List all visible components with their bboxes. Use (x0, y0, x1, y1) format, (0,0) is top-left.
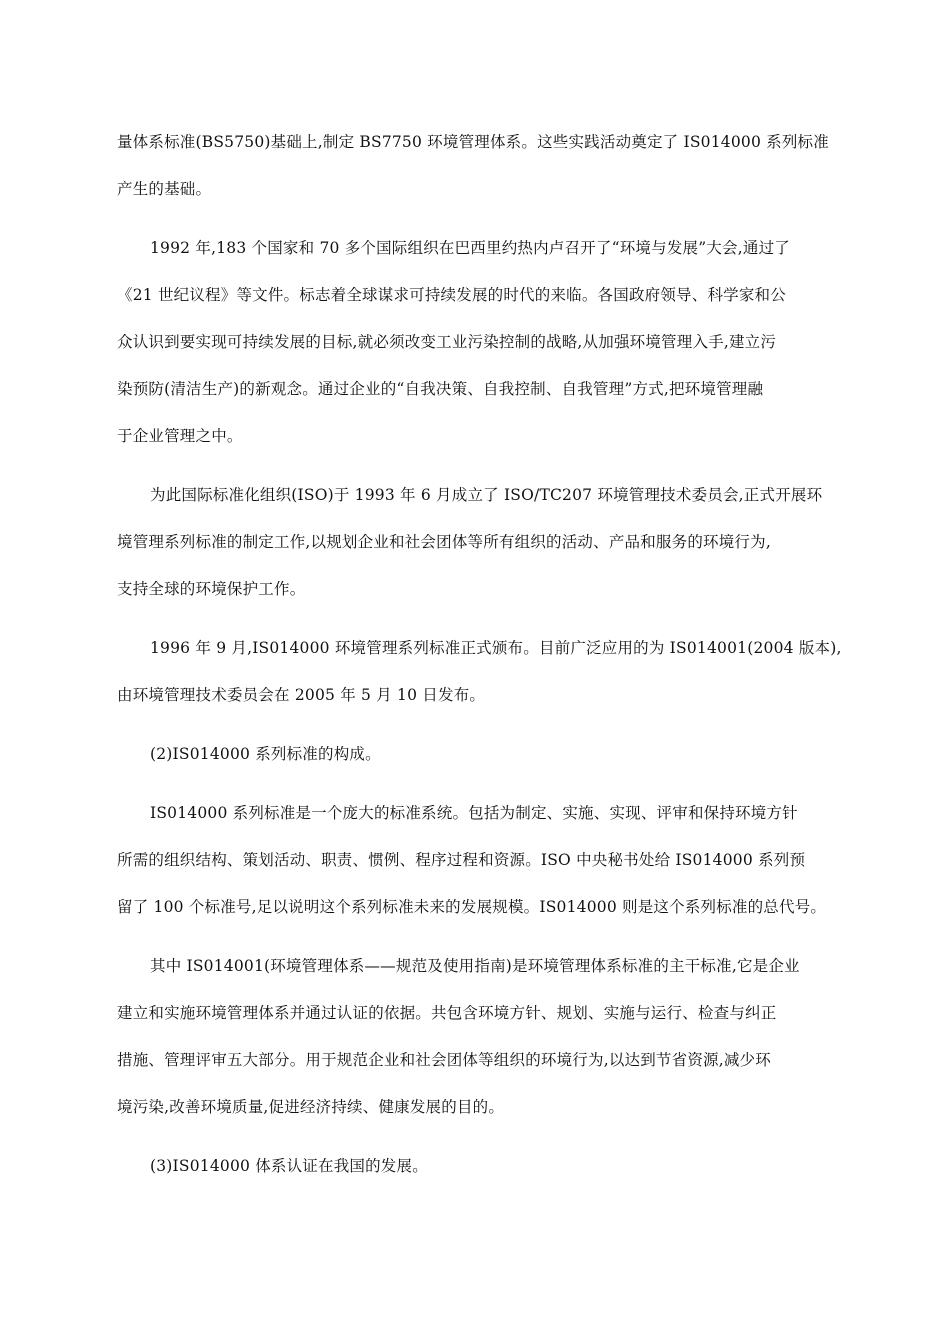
section-heading-3: (3)IS014000 体系认证在我国的发展。 (150, 1157, 428, 1175)
paragraph-5-line-1: IS014000 系列标准是一个庞大的标准系统。包括为制定、实施、实现、评审和保持环境方针 (150, 804, 798, 822)
paragraph-6-line-2: 建立和实施环境管理体系并通过认证的依据。共包含环境方针、规划、实施与运行、检查与纠正 (117, 1004, 777, 1022)
paragraph-1-line-1: 量体系标准(BS5750)基础上,制定 BS7750 环境管理体系。这些实践活动奠定了 IS014000 系列标准 (117, 133, 829, 151)
paragraph-2-line-5: 于企业管理之中。 (117, 427, 243, 445)
paragraph-6-line-1: 其中 IS014001(环境管理体系——规范及使用指南)是环境管理体系标准的主干标准,它是企业 (150, 957, 800, 975)
paragraph-3-line-2: 境管理系列标准的制定工作,以规划企业和社会团体等所有组织的活动、产品和服务的环境行为, (117, 533, 771, 551)
paragraph-6-line-3: 措施、管理评审五大部分。用于规范企业和社会团体等组织的环境行为,以达到节省资源,减少环 (117, 1051, 771, 1069)
paragraph-2-line-4: 染预防(清洁生产)的新观念。通过企业的“自我决策、自我控制、自我管理”方式,把环境管理融 (117, 380, 764, 398)
paragraph-5-line-3: 留了 100 个标准号,足以说明这个系列标准未来的发展规模。IS014000 则是这个系列标准的总代号。 (117, 898, 827, 916)
paragraph-5-line-2: 所需的组织结构、策划活动、职责、惯例、程序过程和资源。ISO 中央秘书处给 IS014000 系列预 (117, 851, 806, 869)
paragraph-3-line-3: 支持全球的环境保护工作。 (117, 580, 306, 598)
paragraph-3-line-1: 为此国际标准化组织(ISO)于 1993 年 6 月成立了 ISO/TC207 环境管理技术委员会,正式开展环 (150, 486, 823, 504)
paragraph-2-line-3: 众认识到要实现可持续发展的目标,就必须改变工业污染控制的战略,从加强环境管理入手,建立污 (117, 333, 777, 351)
paragraph-4-line-1: 1996 年 9 月,IS014000 环境管理系列标准正式颁布。目前广泛应用的为 IS014001(2004 版本), (150, 639, 842, 657)
paragraph-4-line-2: 由环境管理技术委员会在 2005 年 5 月 10 日发布。 (117, 686, 486, 704)
paragraph-6-line-4: 境污染,改善环境质量,促进经济持续、健康发展的目的。 (117, 1098, 505, 1116)
paragraph-2-line-2: 《21 世纪议程》等文件。标志着全球谋求可持续发展的时代的来临。各国政府领导、科学家和公 (117, 286, 786, 304)
paragraph-2-line-1: 1992 年,183 个国家和 70 多个国际组织在巴西里约热内卢召开了“环境与发展”大会,通过了 (150, 239, 790, 257)
section-heading-2: (2)IS014000 系列标准的构成。 (150, 745, 381, 763)
paragraph-1-line-2: 产生的基础。 (117, 180, 212, 198)
